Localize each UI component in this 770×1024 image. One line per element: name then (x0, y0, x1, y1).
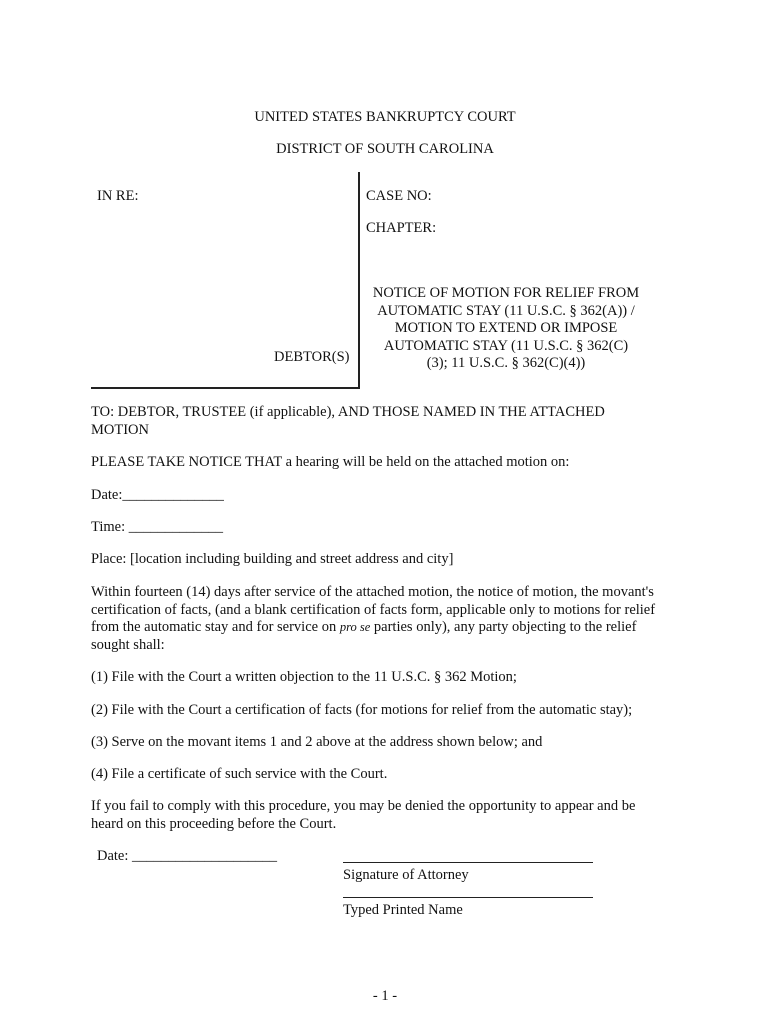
page-number: - 1 - (372, 988, 398, 1004)
district-title: DISTRICT OF SOUTH CAROLINA (276, 141, 494, 157)
signature-line (343, 862, 593, 863)
failure-line: If you fail to comply with this procedure, you may be denied the opportunity to appear and be (91, 798, 636, 814)
within-text: parties only), any party objecting to the relief (370, 619, 637, 635)
within-line: Within fourteen (14) days after service of the attached motion, the notice of motion, the movant's (91, 584, 654, 600)
signature-date: Date: ____________________ (97, 848, 278, 864)
motion-title-line: (3); 11 U.S.C. § 362(C)(4)) (426, 355, 586, 371)
failure-line: heard on this proceeding before the Court. (91, 815, 337, 832)
to-line: TO: DEBTOR, TRUSTEE (if applicable), AND THOSE NAMED IN THE ATTACHED (91, 404, 605, 420)
motion-title-line: NOTICE OF MOTION FOR RELIEF FROM (372, 285, 640, 301)
within-paragraph (91, 584, 676, 654)
debtor-label: DEBTOR(S) (274, 349, 350, 365)
typed-name-line (343, 897, 593, 898)
requirement-item-2: (2) File with the Court a certification of facts (for motions for relief from the automatic stay); (91, 702, 633, 718)
within-line (91, 619, 676, 637)
motion-title (362, 285, 650, 373)
hearing-time: Time: _____________ (91, 519, 223, 535)
caption-divider-vertical (358, 172, 360, 388)
within-text: from the automatic stay and for service on (91, 619, 340, 635)
requirement-item-4: (4) File a certificate of such service with the Court. (91, 766, 388, 782)
motion-title-line: AUTOMATIC STAY (11 U.S.C. § 362(A)) / (377, 302, 635, 319)
pro-se-text: pro se (339, 620, 371, 634)
notice-statement: PLEASE TAKE NOTICE THAT a hearing will be held on the attached motion on: (91, 454, 570, 470)
requirement-item-1: (1) File with the Court a written objection to the 11 U.S.C. § 362 Motion; (91, 669, 517, 685)
within-line: sought shall: (91, 636, 165, 653)
typed-name-label: Typed Printed Name (343, 902, 463, 918)
caption-divider-horizontal (91, 387, 360, 389)
hearing-place: Place: [location including building and street address and city] (91, 551, 454, 567)
in-re-label: IN RE: (97, 188, 139, 204)
requirement-item-3: (3) Serve on the movant items 1 and 2 above at the address shown below; and (91, 734, 543, 750)
case-no-label: CASE NO: (366, 188, 432, 204)
to-line: MOTION (91, 421, 149, 438)
chapter-label: CHAPTER: (366, 220, 437, 236)
within-line: certification of facts, (and a blank certification of facts form, applicable only to motions for relief (91, 601, 656, 618)
motion-title-line: AUTOMATIC STAY (11 U.S.C. § 362(C) (383, 337, 629, 354)
failure-warning (91, 798, 676, 833)
to-recipients (91, 404, 676, 439)
motion-title-line: MOTION TO EXTEND OR IMPOSE (394, 320, 618, 336)
signature-label: Signature of Attorney (343, 867, 469, 883)
court-title: UNITED STATES BANKRUPTCY COURT (254, 109, 516, 125)
hearing-date: Date:______________ (91, 487, 224, 503)
